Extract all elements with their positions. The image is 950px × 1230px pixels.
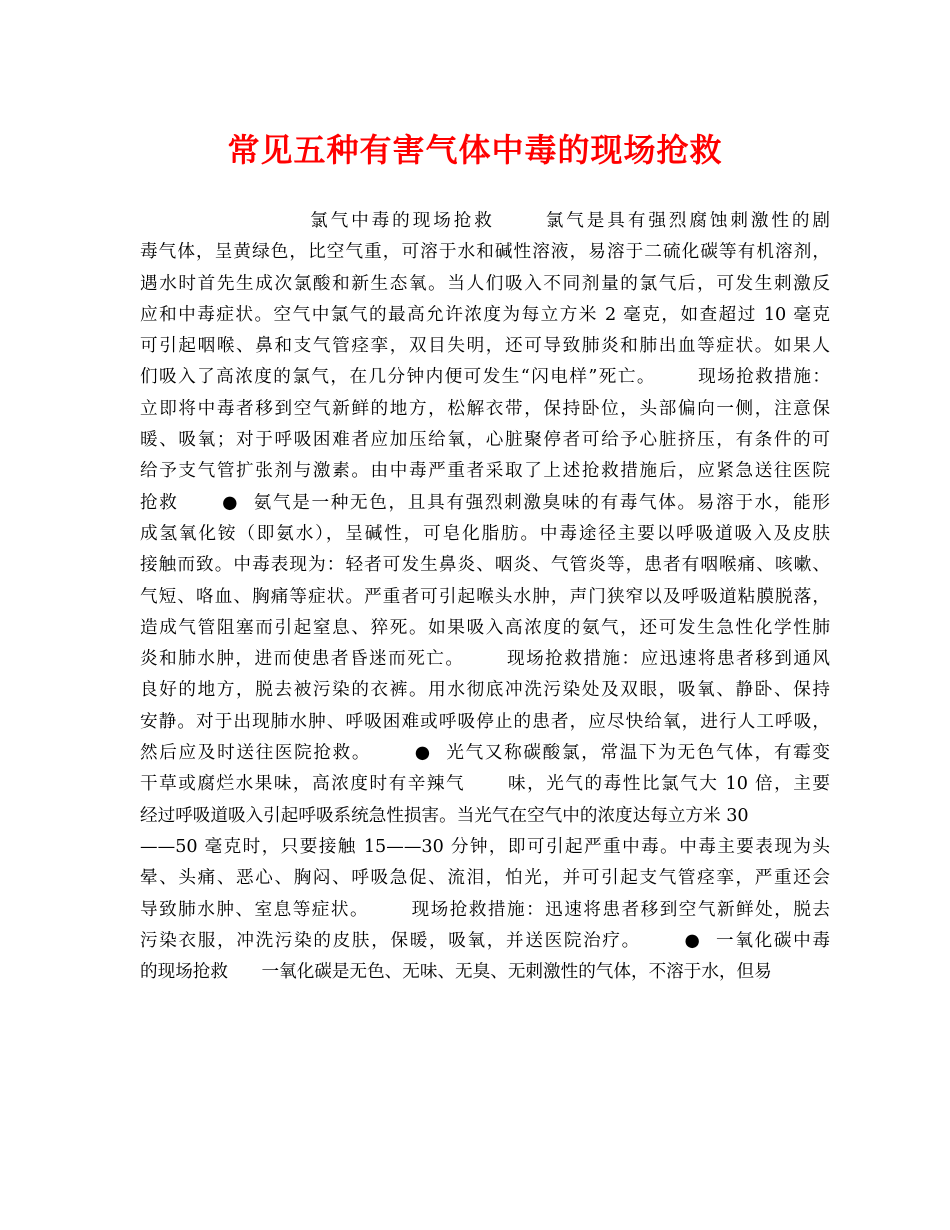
- paragraph-line: 暖、吸氧；对于呼吸困难者应加压给氧，心脏聚停者可给予心脏挤压，有条件的可: [140, 430, 830, 451]
- paragraph-line: 成氢氧化铵（即氨水），呈碱性，可皂化脂肪。中毒途径主要以呼吸道吸入及皮肤: [140, 523, 830, 544]
- paragraph-line: 干草或腐烂水果味，高浓度时有辛辣气 味，光气的毒性比氯气大 10 倍，主要: [140, 774, 830, 795]
- paragraph-line: 遇水时首先生成次氯酸和新生态氧。当人们吸入不同剂量的氯气后，可发生刺激反: [140, 273, 830, 294]
- paragraph-line: 然后应及时送往医院抢救。 ● 光气又称碳酸氯，常温下为无色气体，有霉变: [140, 743, 830, 764]
- paragraph-line: 经过呼吸道吸入引起呼吸系统急性损害。当光气在空气中的浓度达每立方米 30: [140, 805, 749, 826]
- paragraph-line: 安静。对于出现肺水肿、呼吸困难或呼吸停止的患者，应尽快给氧，进行人工呼吸，: [140, 711, 830, 732]
- paragraph-line: 晕、头痛、恶心、胸闷、呼吸急促、流泪，怕光，并可引起支气管痉挛，严重还会: [140, 868, 830, 889]
- paragraph-line: 气短、咯血、胸痛等症状。严重者可引起喉头水肿，声门狭窄以及呼吸道粘膜脱落，: [140, 586, 830, 607]
- document-body: [140, 206, 830, 988]
- paragraph-line: 炎和肺水肿，进而使患者昏迷而死亡。 现场抢救措施：应迅速将患者移到通风: [140, 649, 830, 670]
- paragraph-line: 接触而致。中毒表现为：轻者可发生鼻炎、咽炎、气管炎等，患者有咽喉痛、咳嗽、: [140, 555, 830, 576]
- paragraph-line: 毒气体，呈黄绿色，比空气重，可溶于水和碱性溶液，易溶于二硫化碳等有机溶剂，: [140, 242, 830, 263]
- paragraph-line: 可引起咽喉、鼻和支气管痉挛，双目失明，还可导致肺炎和肺出血等症状。如果人: [140, 336, 830, 357]
- document-title: 常见五种有害气体中毒的现场抢救: [227, 131, 723, 169]
- paragraph-line: 抢救 ● 氨气是一种无色，且具有强烈刺激臭味的有毒气体。易溶于水，能形: [140, 492, 830, 513]
- paragraph-line: 们吸入了高浓度的氯气，在几分钟内便可发生“闪电样”死亡。 现场抢救措施：: [140, 367, 830, 388]
- paragraph-line: ——50 毫克时，只要接触 15——30 分钟，即可引起严重中毒。中毒主要表现为头: [140, 836, 830, 857]
- paragraph-line: 导致肺水肿、室息等症状。 现场抢救措施：迅速将患者移到空气新鲜处，脱去: [140, 899, 830, 920]
- paragraph-line: 立即将中毒者移到空气新鲜的地方，松解衣带，保持卧位，头部偏向一侧，注意保: [140, 398, 830, 419]
- paragraph-line: 的现场抢救 一氧化碳是无色、无味、无臭、无刺激性的气体，不溶于水，但易: [140, 962, 772, 983]
- paragraph-line: 污染衣服，冲洗污染的皮肤，保暖，吸氧，并送医院治疗。 ● 一氧化碳中毒: [140, 930, 830, 951]
- paragraph-line: 造成气管阻塞而引起窒息、猝死。如果吸入高浓度的氨气，还可发生急性化学性肺: [140, 617, 830, 638]
- paragraph-line: 良好的地方，脱去被污染的衣裤。用水彻底冲洗污染处及双眼，吸氧、静卧、保持: [140, 680, 830, 701]
- paragraph-line: 应和中毒症状。空气中氯气的最高允许浓度为每立方米 2 毫克，如查超过 10 毫克: [140, 304, 830, 325]
- paragraph-line: 氯气中毒的现场抢救 氯气是具有强烈腐蚀刺激性的剧: [140, 211, 830, 231]
- paragraph-line: 给予支气管扩张剂与激素。由中毒严重者采取了上述抢救措施后，应紧急送往医院: [140, 461, 830, 482]
